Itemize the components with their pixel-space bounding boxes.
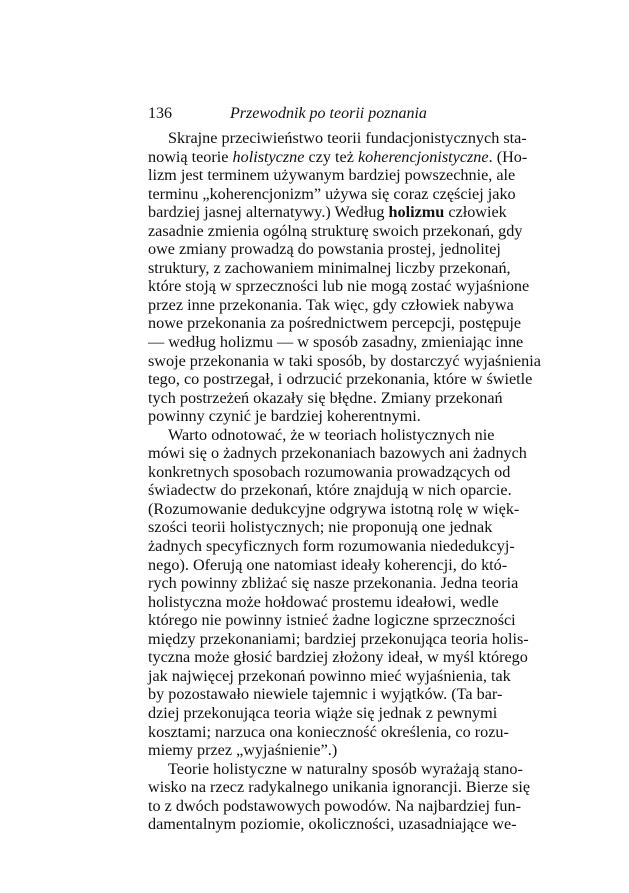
text-run: — według holizmu — w sposób zasadny, zmieniając inne [148,333,524,352]
bold-term: holizmu [388,203,445,222]
text-line [148,481,512,500]
text-line [148,815,517,834]
text-run: to z dwóch podstawowych powodów. Na najbardziej fun- [148,796,521,815]
text-line [148,444,527,463]
text-line [148,759,523,779]
text-run: nowią teorie [148,147,233,166]
text-line [148,574,519,593]
text-line [148,295,514,315]
text-run: lizm jest terminem używanym bardziej powszechnie, ale [148,166,516,185]
text-run: by pozostawało niewiele tajemnic i wyjątków. (Ta bar- [148,685,503,704]
text-line [148,333,524,352]
text-line [148,166,516,185]
text-run: bardziej jasnej alternatywy.) Według [148,203,389,222]
text-line [148,722,509,742]
text-line [148,666,511,686]
text-line [148,778,531,797]
text-line [148,499,520,519]
text-line [148,129,527,148]
text-run: . (Ho- [488,147,528,166]
text-run: konkretnych sposobach rozumowania prowadzących od [148,462,511,481]
italic-term: koherencjonistyczne [357,147,489,166]
text-line [148,537,515,556]
text-run: tych postrzeżeń okazały się błędne. Zmiany przekonań [148,388,503,407]
text-line [148,741,485,760]
text-line [148,147,528,167]
text-run: damentalnym poziomie, okoliczności, uzasadniające we- [148,815,517,834]
text-run: miemy przez „wyjaśnienie”.) [148,741,338,760]
text-run: czy też [304,147,358,166]
text-run: tyczna może głosić bardziej złożony ideał, w myśl którego [148,648,528,667]
text-run: człowiek [444,203,507,222]
text-run: zasadnie zmienia ogólną strukturę swoich przekonań, gdy [148,221,523,240]
text-run: jak najwięcej przekonań powinno mieć wyjaśnienia, tak [148,666,511,685]
text-run: świadectw do przekonań, które znajdują w nich oparcie. [148,481,512,500]
text-line [148,258,511,278]
text-run: terminu „koherencjonizm” używa się coraz częściej jako [148,184,516,203]
text-line [148,203,507,222]
text-line [148,611,516,630]
text-run: Warto odnotować, że w teoriach holistycznych nie [168,425,495,444]
text-line [148,388,503,408]
text-line [148,314,522,333]
text-run: (Rozumowanie dedukcyjne odgrywa istotną rolę w więk- [148,499,520,518]
text-line [148,648,528,667]
text-run: szości teorii holistycznych; nie proponują one jednak [148,518,493,537]
text-run: które stoją w sprzeczności lub nie mogą zostać wyjaśnione [148,277,530,296]
text-run: między przekonaniami; bardziej przekonująca teoria holis- [148,629,529,648]
text-line [148,370,533,389]
text-run: struktury, z zachowaniem minimalnej liczby przekonań, [148,258,511,277]
text-line [148,685,503,704]
text-run: Teorie holistyczne w naturalny sposób wyrażają stano- [168,759,523,778]
text-run: Skrajne przeciwieństwo teorii fundacjonistycznych sta- [168,129,527,147]
text-line [148,703,498,723]
text-run: którego nie powinny istnieć żadne logiczne sprzeczności [148,611,516,630]
running-title: Przewodnik po teorii poznania [230,105,427,122]
text-run: przez inne przekonania. Tak więc, gdy człowiek nabywa [148,295,514,314]
text-line [148,425,495,445]
text-line [148,351,541,371]
text-run: nego). Oferują one natomiast ideały koherencji, do któ- [148,555,508,574]
text-run: powinny czynić je bardziej koherentnymi. [148,407,421,426]
text-line [148,221,523,241]
text-run: holistyczna może hołdować prostemu ideałowi, wedle [148,592,499,611]
text-run: rych powinny zbliżać się nasze przekonania. Jedna teoria [148,574,519,593]
text-run: nowe przekonania za pośrednictwem percepcji, postępuje [148,314,522,333]
text-line [148,592,499,612]
text-line [148,277,530,296]
body-text [148,129,541,834]
text-line [148,184,516,204]
text-run: wisko na rzecz radykalnego unikania ignorancji. Bierze się [148,778,531,797]
page-number: 136 [148,105,172,122]
text-line [148,240,501,259]
text-line [148,407,485,426]
italic-term: holistyczne [232,147,305,166]
text-line [148,555,508,575]
text-line [148,629,529,649]
text-run: tego, co postrzegał, i odrzucić przekonania, które w świetle [148,370,533,389]
text-run: kosztami; narzuca ona konieczność określenia, co rozu- [148,722,509,741]
text-line [148,518,493,537]
page-header [148,105,485,125]
text-line [148,462,511,482]
text-run: dziej przekonująca teoria wiąże się jednak z pewnymi [148,703,498,722]
text-run: swoje przekonania w taki sposób, by dostarczyć wyjaśnienia [148,351,541,370]
text-run: mówi się o żadnych przekonaniach bazowych ani żadnych [148,444,527,463]
text-run: owe zmiany prowadzą do powstania prostej, jednolitej [148,240,501,259]
text-line [148,796,521,816]
text-run: żadnych specyficznych form rozumowania niededukcyj- [148,537,515,556]
